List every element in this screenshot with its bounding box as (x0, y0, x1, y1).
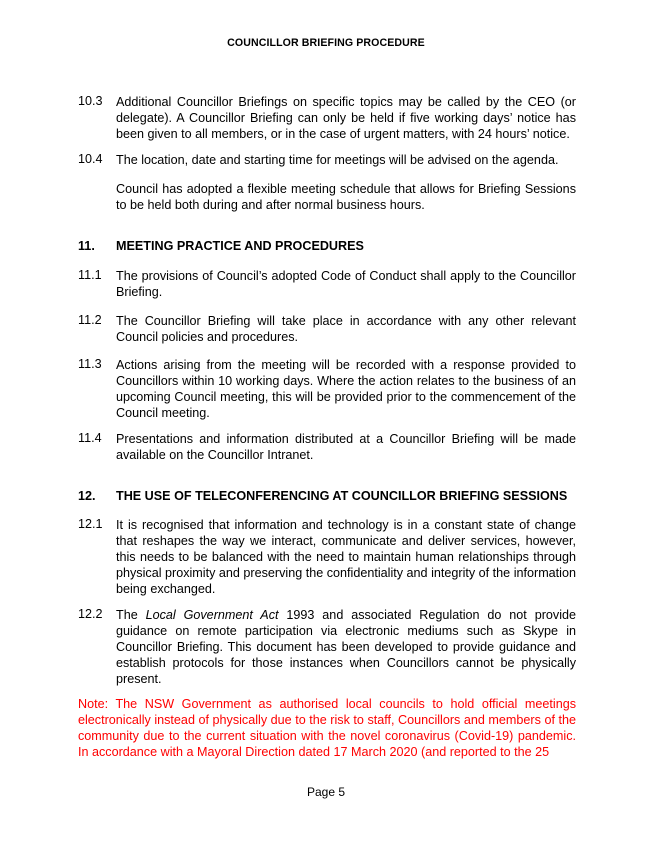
clause-number: 11.4 (78, 431, 102, 445)
clause-number: 10.3 (78, 94, 103, 108)
covid-note: Note: The NSW Government as authorised local councils to hold official meetings electronically instead of physically due to the risk to staff, Councillors and members of the community due to the current situation with the novel coronavirus (Covid-19) pandemic. In accordance with a Mayoral Direction dated 17 March 2020 (and reported to the 25 (78, 697, 576, 759)
heading-text: MEETING PRACTICE AND PROCEDURES (116, 239, 364, 253)
clause-number: 11.2 (78, 313, 102, 327)
clause-number: 11.1 (78, 268, 102, 282)
clause-text: The Councillor Briefing will take place in accordance with any other relevant Council policies and procedures. (116, 314, 576, 344)
page-number: Page 5 (306, 785, 346, 799)
heading-number: 12. (78, 489, 96, 503)
heading-number: 11. (78, 239, 95, 253)
clause-text (116, 607, 576, 687)
clause-text-rest: 1993 and associated Regulation do not provide guidance on remote participation via electronic mediums such as Skype in Councillor Briefing. This document has been developed to provide guidance and establish protocols for those instances when Councillors cannot be physically present. (116, 608, 577, 686)
heading-text: THE USE OF TELECONFERENCING AT COUNCILLOR BRIEFING SESSIONS (116, 489, 568, 503)
act-title: Local Government Act (145, 608, 279, 622)
clause-text: Additional Councillor Briefings on specific topics may be called by the CEO (or delegate). A Councillor Briefing can only be held if five working days’ notice has been given to all members, or in the case of urgent matters, with 24 hours’ notice. (116, 95, 576, 141)
clause-number: 11.3 (78, 357, 102, 371)
clause-text: The provisions of Council’s adopted Code of Conduct shall apply to the Councillor Briefing. (116, 269, 576, 299)
clause-text: It is recognised that information and technology is in a constant state of change that reshapes the way we interact, communicate and deliver services, however, this needs to be balanced with the need to maintain human relationships through physical proximity and preserving the confidentiality and integrity of the information being exchanged. (116, 518, 576, 596)
clause-number: 10.4 (78, 152, 103, 166)
clause-text-start: The (116, 608, 146, 622)
clause-text: Council has adopted a flexible meeting schedule that allows for Briefing Sessions to be held both during and after normal business hours. (116, 182, 576, 212)
clause-number: 12.1 (78, 517, 103, 531)
clause-number: 12.2 (78, 607, 103, 621)
clause-text: Presentations and information distributed at a Councillor Briefing will be made available on the Councillor Intranet. (116, 432, 576, 462)
clause-text: The location, date and starting time for meetings will be advised on the agenda. (116, 153, 559, 167)
clause-text: Actions arising from the meeting will be recorded with a response provided to Councillors within 10 working days. Where the action relates to the business of an upcoming Council meeting, this will be provided prior to the commencement of the Council meeting. (116, 358, 576, 420)
document-header: COUNCILLOR BRIEFING PROCEDURE (227, 37, 425, 49)
